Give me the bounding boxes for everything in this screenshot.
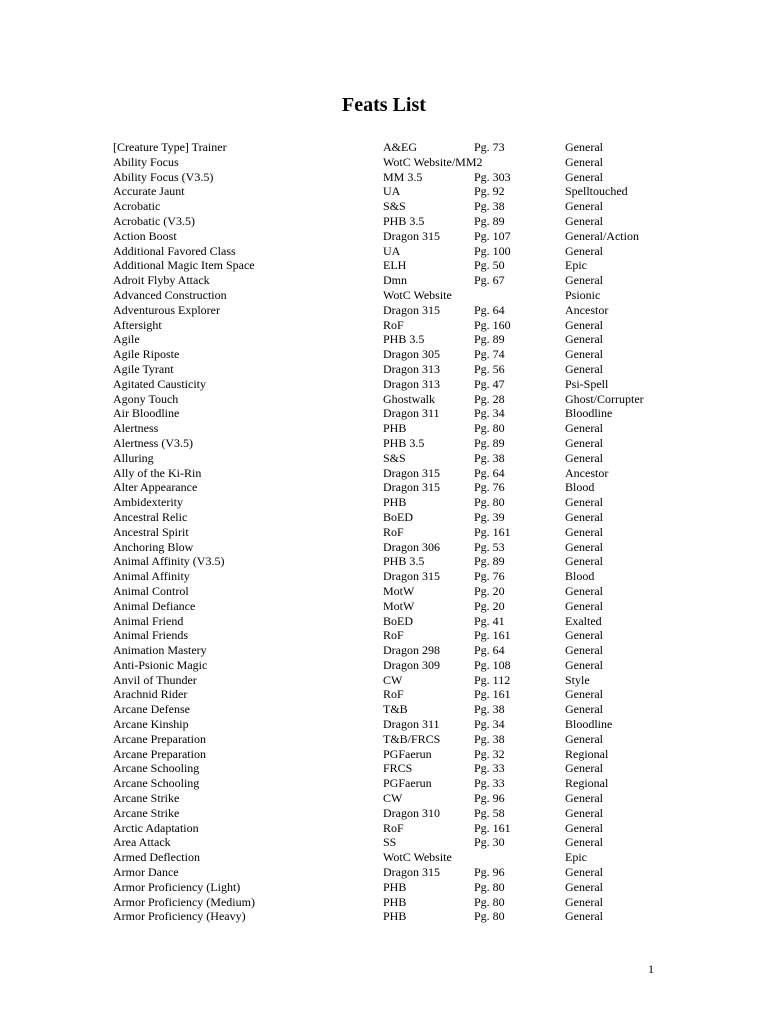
table-row [113,229,673,244]
feat-source: Dragon 306 [383,539,440,554]
feat-page: Pg. 38 [474,702,505,717]
feat-type: General [565,583,603,598]
feat-name: Additional Favored Class [113,243,236,258]
feat-page: Pg. 38 [474,450,505,465]
feat-type: General [565,628,603,643]
feat-source: CW [383,672,403,687]
feat-source: Dragon 313 [383,361,440,376]
feat-name: Arctic Adaptation [113,820,199,835]
feat-source: RoF [383,628,404,643]
feat-name: Arcane Kinship [113,717,189,732]
feat-type: General [565,509,603,524]
table-row [113,436,673,451]
feat-type: General [565,554,603,569]
feat-page: Pg. 303 [474,169,511,184]
feat-type: General [565,657,603,672]
feat-page: Pg. 107 [474,228,511,243]
feat-page: Pg. 33 [474,761,505,776]
feat-source: FRCS [383,761,413,776]
feat-name: Animal Friends [113,628,188,643]
feat-source: WotC Website [383,287,452,302]
feat-type: Psi-Spell [565,376,609,391]
feat-source: S&S [383,199,406,214]
feat-type: General [565,450,603,465]
feat-type: General [565,761,603,776]
feat-page: Pg. 96 [474,791,505,806]
feat-name: Ancestral Relic [113,509,188,524]
feat-name: Armor Proficiency (Medium) [113,894,255,909]
table-row [113,835,673,850]
feat-name: Arcane Schooling [113,776,200,791]
feat-type: Blood [565,569,595,584]
feat-source: PHB [383,909,407,924]
feat-page: Pg. 64 [474,302,505,317]
feat-name: Agile Riposte [113,347,180,362]
feat-type: Epic [565,850,587,865]
feat-name: Alertness (V3.5) [113,435,193,450]
feat-source: Dragon 315 [383,480,440,495]
feat-name: Animal Defiance [113,598,196,613]
feat-name: Aftersight [113,317,162,332]
table-row [113,776,673,791]
feat-page: Pg. 161 [474,687,511,702]
feat-type: Spelltouched [565,184,628,199]
feat-source: Dragon 310 [383,805,440,820]
feat-type: General [565,199,603,214]
feat-type: General [565,820,603,835]
table-row [113,702,673,717]
table-row [113,865,673,880]
page-number: 1 [648,962,654,976]
page-title: Feats List [342,94,426,116]
table-row [113,614,673,629]
feat-source: T&B/FRCS [383,731,441,746]
feat-source: PHB [383,894,407,909]
feat-type: General [565,539,603,554]
feat-type: General [565,361,603,376]
feat-type: Regional [565,776,609,791]
feat-name: Armed Deflection [113,850,200,865]
table-row [113,451,673,466]
feat-name: Agitated Causticity [113,376,206,391]
feat-name: Animal Friend [113,613,184,628]
feat-name: Arcane Preparation [113,746,206,761]
table-row [113,170,673,185]
table-row [113,480,673,495]
table-row [113,318,673,333]
table-row [113,761,673,776]
feat-type: Psionic [565,287,601,302]
feat-type: Style [565,672,590,687]
feat-name: Armor Proficiency (Heavy) [113,909,246,924]
feat-source: RoF [383,820,404,835]
feat-name: Animal Affinity (V3.5) [113,554,225,569]
feat-page: Pg. 89 [474,435,505,450]
table-row [113,584,673,599]
feat-name: Agony Touch [113,391,179,406]
table-row [113,821,673,836]
feat-name: Action Boost [113,228,177,243]
feat-name: Ability Focus (V3.5) [113,169,214,184]
feat-type: General [565,332,603,347]
table-row [113,362,673,377]
feat-name: Alluring [113,450,154,465]
feat-page: Pg. 161 [474,820,511,835]
feat-source: UA [383,243,401,258]
feat-source: S&S [383,450,406,465]
feat-source: WotC Website/MM2 [383,154,483,169]
feat-source: Dragon 313 [383,376,440,391]
table-row [113,273,673,288]
feat-source: Dragon 315 [383,465,440,480]
table-row [113,643,673,658]
feat-type: General [565,879,603,894]
feat-source: PHB [383,421,407,436]
feat-type: General [565,495,603,510]
feat-source: Dmn [383,273,407,288]
feat-source: A&EG [383,140,417,154]
feat-name: Arcane Schooling [113,761,200,776]
feat-source: Dragon 315 [383,569,440,584]
feat-name: Armor Proficiency (Light) [113,879,241,894]
feat-page: Pg. 64 [474,465,505,480]
feat-source: RoF [383,524,404,539]
table-row [113,199,673,214]
feat-source: PHB 3.5 [383,435,425,450]
table-row [113,140,673,155]
feat-page: Pg. 30 [474,835,505,850]
feat-name: Ability Focus [113,154,179,169]
feat-source: Dragon 309 [383,657,440,672]
feat-page: Pg. 20 [474,583,505,598]
feat-name: Area Attack [113,835,171,850]
feat-page: Pg. 89 [474,332,505,347]
feat-type: Blood [565,480,595,495]
feat-name: Anti-Psionic Magic [113,657,208,672]
feat-page: Pg. 39 [474,509,505,524]
feat-source: WotC Website [383,850,452,865]
feat-type: Regional [565,746,609,761]
feat-source: RoF [383,687,404,702]
table-row [113,466,673,481]
feat-page: Pg. 38 [474,731,505,746]
feat-page: Pg. 28 [474,391,505,406]
table-row [113,850,673,865]
feat-name: Accurate Jaunt [113,184,185,199]
table-row [113,288,673,303]
feat-source: PHB [383,879,407,894]
table-row [113,392,673,407]
table-row [113,732,673,747]
feat-page: Pg. 34 [474,406,505,421]
feat-source: PGFaerun [383,746,432,761]
table-row [113,909,673,924]
table-row [113,628,673,643]
feat-page: Pg. 20 [474,598,505,613]
table-row [113,155,673,170]
feat-source: Dragon 311 [383,406,440,421]
feat-name: Agile [113,332,140,347]
feat-type: Ancestor [565,465,609,480]
feat-page [474,850,565,865]
table-row [113,747,673,762]
feat-name: Anchoring Blow [113,539,194,554]
feat-name: Arcane Preparation [113,731,206,746]
feat-page: Pg. 58 [474,805,505,820]
feat-source: MotW [383,583,415,598]
feat-source: PHB 3.5 [383,213,425,228]
feat-page: Pg. 33 [474,776,505,791]
feat-page: Pg. 56 [474,361,505,376]
feat-type: General [565,273,603,288]
feat-type: General [565,169,603,184]
feat-page: Pg. 74 [474,347,505,362]
feat-name: [Creature Type] Trainer [113,140,227,154]
feat-source: ELH [383,258,407,273]
feat-name: Arcane Strike [113,805,180,820]
feat-type: General [565,791,603,806]
feat-name: Alter Appearance [113,480,198,495]
feat-name: Armor Dance [113,865,179,880]
feat-name: Ally of the Ki-Rin [113,465,202,480]
feat-source: Dragon 315 [383,228,440,243]
feat-type: General/Action [565,228,639,243]
feat-type: General [565,317,603,332]
feat-type: Ghost/Corrupter [565,391,644,406]
feat-name: Adventurous Explorer [113,302,220,317]
table-row [113,895,673,910]
feat-name: Acrobatic (V3.5) [113,213,195,228]
table-row [113,540,673,555]
feat-type: General [565,865,603,880]
feat-type: General [565,421,603,436]
feat-source: PHB 3.5 [383,332,425,347]
feat-page: Pg. 34 [474,717,505,732]
feat-page: Pg. 41 [474,613,505,628]
table-row [113,347,673,362]
feat-page: Pg. 32 [474,746,505,761]
feat-type: General [565,154,603,169]
feat-name: Additional Magic Item Space [113,258,255,273]
feat-name: Acrobatic [113,199,161,214]
table-row [113,510,673,525]
table-row [113,554,673,569]
feat-page: Pg. 112 [474,672,511,687]
feat-type: Epic [565,258,587,273]
feat-type: General [565,435,603,450]
feat-page: Pg. 161 [474,524,511,539]
table-row [113,421,673,436]
feat-name: Animal Control [113,583,189,598]
feat-page: Pg. 108 [474,657,511,672]
feat-page: Pg. 89 [474,554,505,569]
table-row [113,258,673,273]
table-row [113,880,673,895]
feat-page: Pg. 161 [474,628,511,643]
feat-name: Ancestral Spirit [113,524,189,539]
table-row [113,303,673,318]
feat-page: Pg. 80 [474,421,505,436]
feat-page: Pg. 50 [474,258,505,273]
feat-source: UA [383,184,401,199]
feat-type: General [565,805,603,820]
feat-type: General [565,894,603,909]
feat-name: Air Bloodline [113,406,180,421]
feat-page: Pg. 76 [474,569,505,584]
table-row [113,495,673,510]
table-row [113,717,673,732]
feat-type: General [565,909,603,924]
feat-type: General [565,731,603,746]
feat-type: General [565,643,603,658]
feat-source: Ghostwalk [383,391,435,406]
table-row [113,658,673,673]
table-row [113,791,673,806]
feat-name: Alertness [113,421,159,436]
feat-source: SS [383,835,397,850]
feat-type: Bloodline [565,406,613,421]
feat-page: Pg. 80 [474,894,505,909]
feat-page: Pg. 96 [474,865,505,880]
feat-page: Pg. 76 [474,480,505,495]
feat-type: General [565,347,603,362]
feat-name: Animation Mastery [113,643,207,658]
feat-type: General [565,243,603,258]
feat-page: Pg. 80 [474,909,505,924]
feat-page: Pg. 89 [474,213,505,228]
feat-type: General [565,702,603,717]
feat-source: BoED [383,509,413,524]
feat-name: Advanced Construction [113,287,227,302]
feat-page: Pg. 73 [474,140,505,154]
feat-type: General [565,140,603,154]
table-row [113,214,673,229]
table-row [113,599,673,614]
table-row [113,377,673,392]
table-row [113,184,673,199]
feat-name: Arcane Defense [113,702,190,717]
feat-page: Pg. 80 [474,495,505,510]
feat-type: General [565,213,603,228]
feat-source: Dragon 305 [383,347,440,362]
feat-name: Adroit Flyby Attack [113,273,210,288]
feats-table [113,140,673,924]
table-row [113,332,673,347]
feat-name: Ambidexterity [113,495,183,510]
feat-page [474,288,565,303]
feat-source: PGFaerun [383,776,432,791]
feat-page: Pg. 92 [474,184,505,199]
feat-type: General [565,524,603,539]
feat-type: General [565,687,603,702]
feat-source: BoED [383,613,413,628]
feat-type: Ancestor [565,302,609,317]
feat-source: MotW [383,598,415,613]
feat-name: Agile Tyrant [113,361,174,376]
feat-page: Pg. 80 [474,879,505,894]
feat-page: Pg. 38 [474,199,505,214]
feat-type: General [565,835,603,850]
feat-page: Pg. 47 [474,376,505,391]
feat-name: Anvil of Thunder [113,672,197,687]
table-row [113,569,673,584]
feat-page: Pg. 160 [474,317,511,332]
feat-page: Pg. 100 [474,243,511,258]
feat-source: CW [383,791,403,806]
table-row [113,406,673,421]
feat-source: RoF [383,317,404,332]
feat-page: Pg. 67 [474,273,505,288]
table-row [113,525,673,540]
feat-name: Animal Affinity [113,569,190,584]
feat-source: Dragon 311 [383,717,440,732]
table-row [113,673,673,688]
feat-page: Pg. 64 [474,643,505,658]
feat-source: PHB 3.5 [383,554,425,569]
feat-source: Dragon 315 [383,865,440,880]
feat-page [474,155,565,170]
feat-type: General [565,598,603,613]
feat-source: Dragon 315 [383,302,440,317]
feat-source: Dragon 298 [383,643,440,658]
table-row [113,687,673,702]
feat-name: Arcane Strike [113,791,180,806]
table-row [113,806,673,821]
feat-type: Exalted [565,613,602,628]
table-row [113,244,673,259]
feat-type: Bloodline [565,717,613,732]
feat-source: PHB [383,495,407,510]
feat-name: Arachnid Rider [113,687,188,702]
feat-source: MM 3.5 [383,169,423,184]
feat-source: T&B [383,702,408,717]
feat-page: Pg. 53 [474,539,505,554]
